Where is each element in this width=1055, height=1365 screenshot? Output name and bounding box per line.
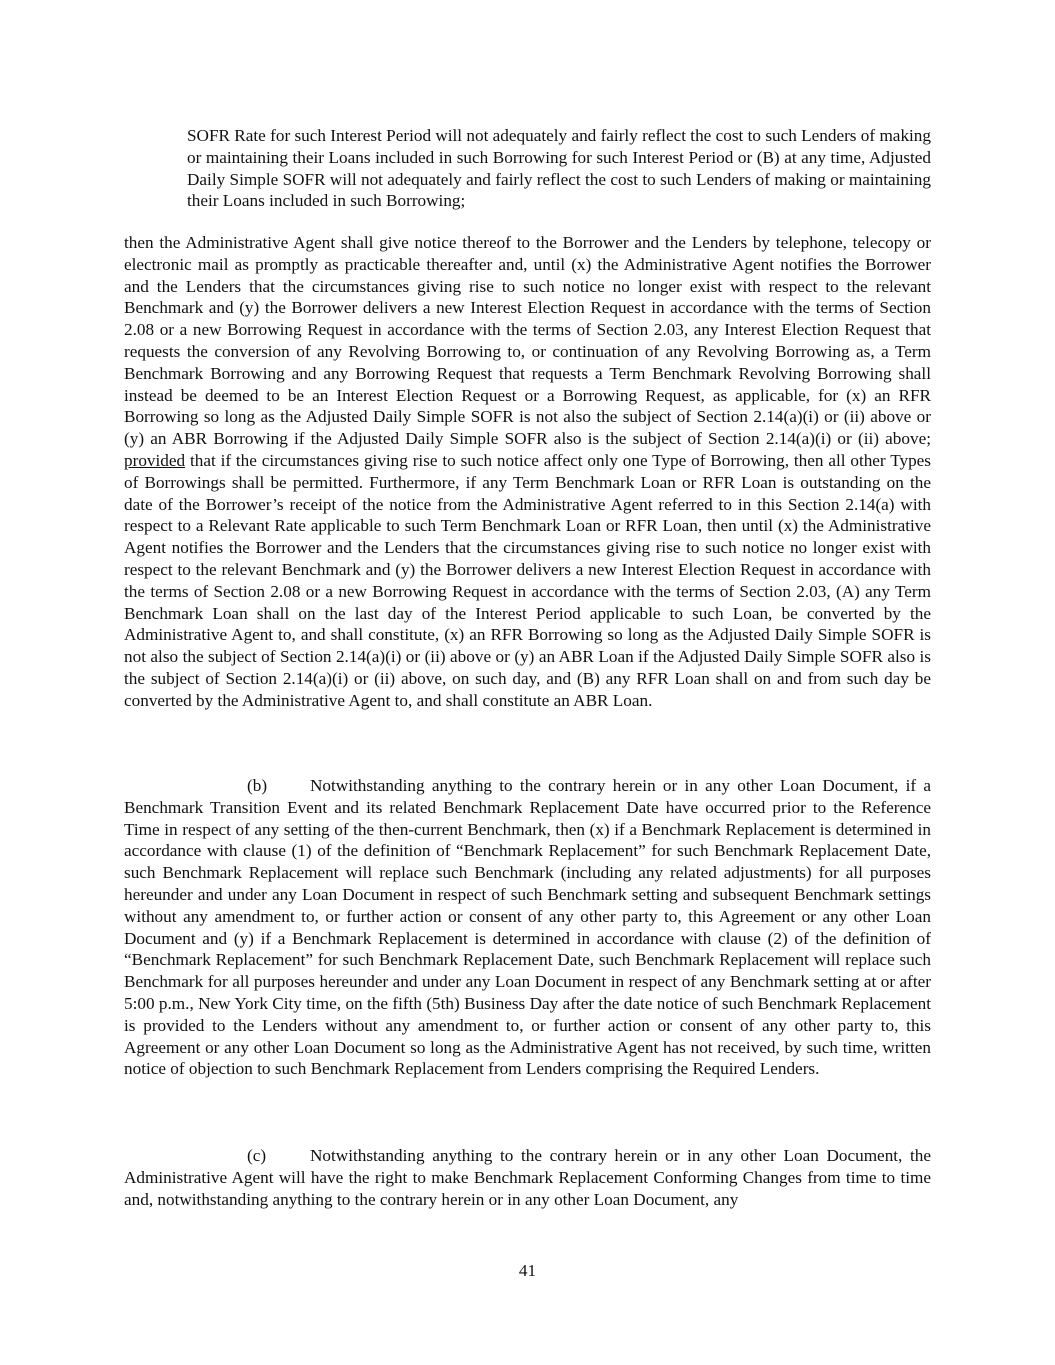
indented-clause-paragraph: SOFR Rate for such Interest Period will not adequately and fairly reflect the cost to such Lenders of making or maintaining their Loans included in such Borrowing for such Interest Period or (B) at any time, Adjusted Daily Simple SOFR will not adequately and fairly reflect the cost to such Lenders of making or maintaining their Loans included in such Borrowing; [187, 126, 931, 211]
section-b-paragraph [124, 775, 931, 1080]
provided-underlined-word: provided [124, 450, 186, 470]
then-paragraph [124, 232, 931, 712]
section-c-paragraph [124, 1145, 931, 1210]
section-c-label: (c) [247, 1146, 267, 1165]
section-c-text: Notwithstanding anything to the contrary herein or in any other Loan Document, the Administrative Agent will have the right to make Benchmark Replacement Conforming Changes from time to time and, notwithstanding anything to the contrary herein or in any other Loan Document, any [124, 1146, 931, 1209]
section-b-label: (b) [247, 776, 268, 795]
section-b-text: Notwithstanding anything to the contrary herein or in any other Loan Document, if a Benchmark Transition Event and its related Benchmark Replacement Date have occurred prior to the Reference Time in respect of any setting of the then-current Benchmark, then (x) if a Benchmark Replacement is determined in accordance with clause (1) of the definition of “Benchmark Replacement” for such Benchmark Replacement Date, such Benchmark Replacement will replace such Benchmark (including any related adjustments) for all purposes hereunder and under any Loan Document in respect of such Benchmark setting and subsequent Benchmark settings without any amendment to, or further action or consent of any other party to, this Agreement or any other Loan Document and (y) if a Benchmark Replacement is determined in accordance with clause (2) of the definition of “Benchmark Replacement” for such Benchmark Replacement Date, such Benchmark Replacement will replace such Benchmark for all purposes hereunder and under any Loan Document in respect of any Benchmark setting at or after 5:00 p.m., New York City time, on the fifth (5th) Business Day after the date notice of such Benchmark Replacement is provided to the Lenders without any amendment to, or further action or consent of any other party to, this Agreement or any other Loan Document so long as the Administrative Agent has not received, by such time, written notice of objection to such Benchmark Replacement from Lenders comprising the Required Lenders. [124, 776, 931, 1079]
page-number: 41 [518, 1261, 537, 1280]
then-paragraph-text-part-1: then the Administrative Agent shall give notice thereof to the Borrower and the Lenders by telephone, telecopy or electronic mail as promptly as practicable thereafter and, until (x) the Administrative Agent notifies the Borrower and the Lenders that the circumstances giving rise to such notice no longer exist with respect to the relevant Benchmark and (y) the Borrower delivers a new Interest Election Request in accordance with the terms of Section 2.08 or a new Borrowing Request in accordance with the terms of Section 2.03, any Interest Election Request that requests the conversion of any Revolving Borrowing to, or continuation of any Revolving Borrowing as, a Term Benchmark Borrowing and any Borrowing Request that requests a Term Benchmark Revolving Borrowing shall instead be deemed to be an Interest Election Request or a Borrowing Request, as applicable, for (x) an RFR Borrowing so long as the Adjusted Daily Simple SOFR is not also the subject of Section 2.14(a)(i) or (ii) above or (y) an ABR Borrowing if the Adjusted Daily Simple SOFR also is the subject of Section 2.14(a)(i) or (ii) above; [124, 233, 931, 449]
then-paragraph-text-part-2: that if the circumstances giving rise to such notice affect only one Type of Borrowing, then all other Types of Borrowings shall be permitted. Furthermore, if any Term Benchmark Loan or RFR Loan is outstanding on the date of the Borrower’s receipt of the notice from the Administrative Agent referred to in this Section 2.14(a) with respect to a Relevant Rate applicable to such Term Benchmark Loan or RFR Loan, then until (x) the Administrative Agent notifies the Borrower and the Lenders that the circumstances giving rise to such notice no longer exist with respect to the relevant Benchmark and (y) the Borrower delivers a new Interest Election Request in accordance with the terms of Section 2.08 or a new Borrowing Request in accordance with the terms of Section 2.03, (A) any Term Benchmark Loan shall on the last day of the Interest Period applicable to such Loan, be converted by the Administrative Agent to, and shall constitute, (x) an RFR Borrowing so long as the Adjusted Daily Simple SOFR is not also the subject of Section 2.14(a)(i) or (ii) above or (y) an ABR Loan if the Adjusted Daily Simple SOFR also is the subject of Section 2.14(a)(i) or (ii) above, on such day, and (B) any RFR Loan shall on and from such day be converted by the Administrative Agent to, and shall constitute an ABR Loan. [124, 450, 931, 710]
